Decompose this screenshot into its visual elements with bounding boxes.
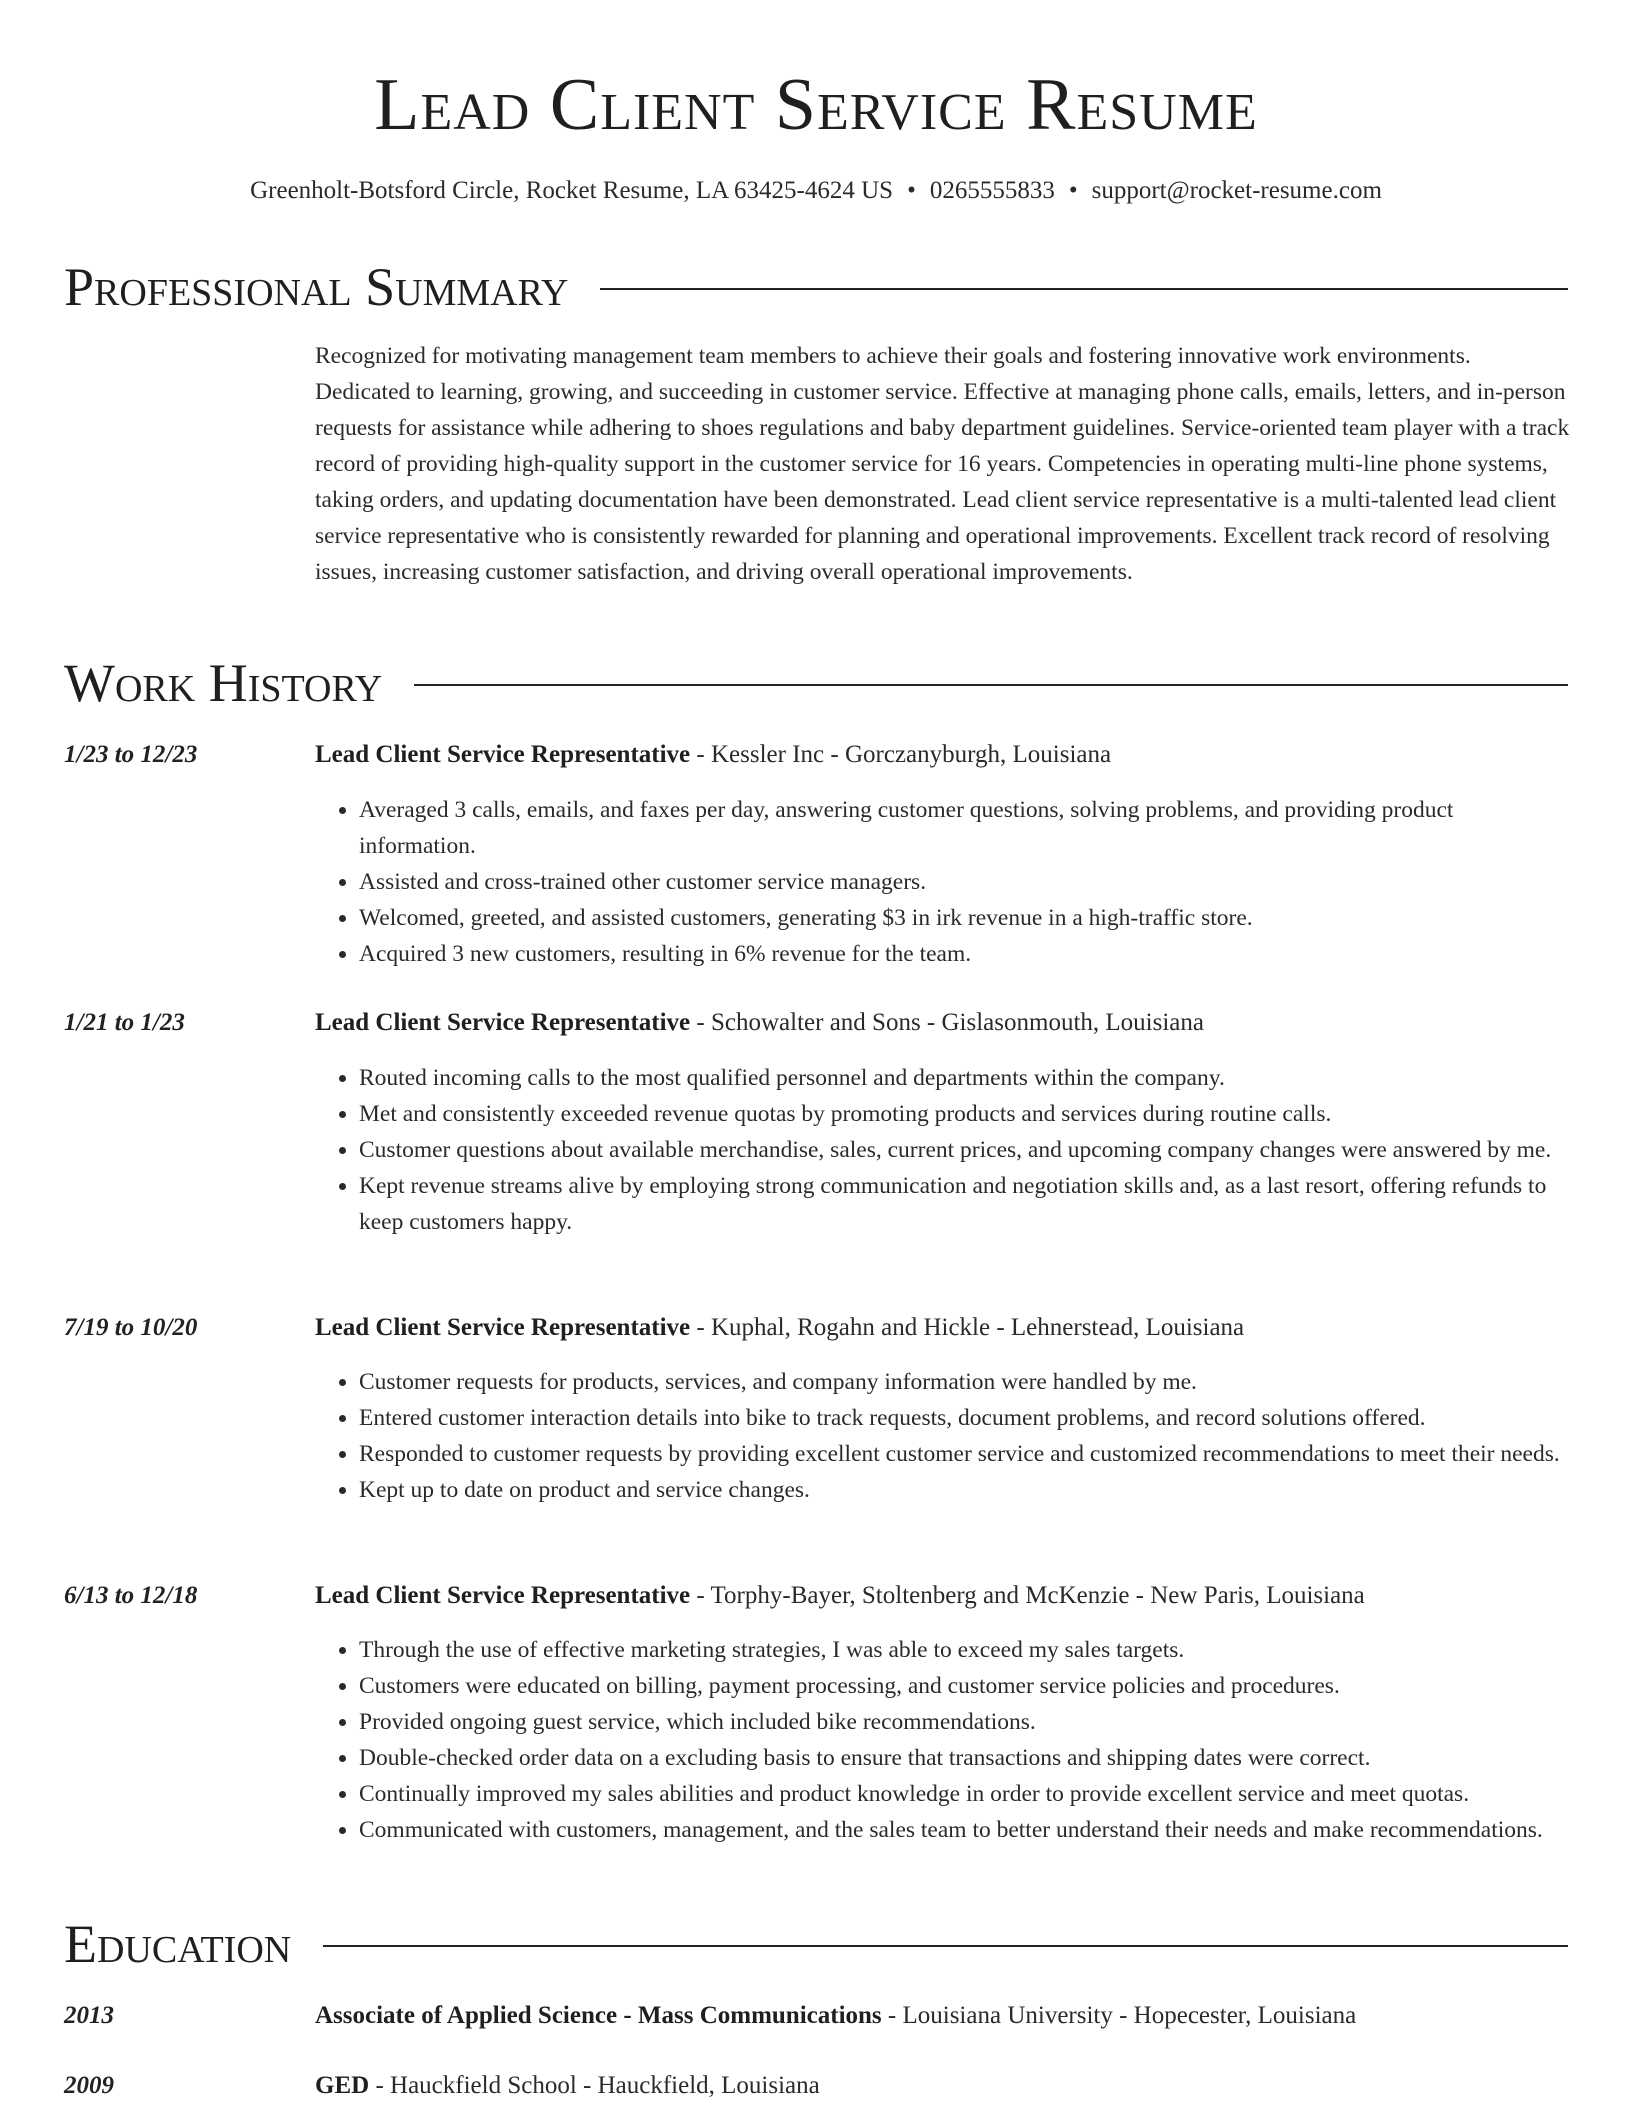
job-title: Lead Client Service Representative bbox=[315, 1314, 691, 1341]
job-details: - Kuphal, Rogahn and Hickle - Lehnerstead, Louisiana bbox=[690, 1314, 1245, 1341]
section-divider bbox=[323, 1945, 1568, 1947]
job-title: Lead Client Service Representative bbox=[315, 1009, 691, 1036]
job-bullets bbox=[315, 792, 1568, 972]
job-bullets bbox=[315, 1364, 1568, 1508]
contact-phone[interactable]: 0265555833 bbox=[929, 177, 1055, 204]
job-dates: 7/19 to 10/20 bbox=[64, 1314, 198, 1341]
section-divider bbox=[414, 684, 1568, 686]
job-bullet: • Through the use of effective marketing strategies, I was able to exceed my sales targets. bbox=[359, 1632, 1568, 1668]
job-bullet: • Acquired 3 new customers, resulting in 6% revenue for the team. bbox=[359, 936, 1568, 972]
job-bullet: • Continually improved my sales abilities and product knowledge in order to provide excellent service and meet quotas. bbox=[359, 1776, 1568, 1812]
section-heading-education bbox=[64, 1913, 1568, 1975]
education-degree: GED bbox=[315, 2072, 370, 2099]
job-bullets bbox=[315, 1632, 1568, 1848]
job-bullet: • Met and consistently exceeded revenue quotas by promoting products and services during routine calls. bbox=[359, 1096, 1568, 1132]
contact-line bbox=[0, 174, 1632, 208]
job-header bbox=[315, 1310, 1244, 1346]
contact-separator: • bbox=[907, 177, 916, 204]
education-details: - Hauckfield School - Hauckfield, Louisiana bbox=[369, 2072, 820, 2099]
job-bullet: • Provided ongoing guest service, which included bike recommendations. bbox=[359, 1704, 1568, 1740]
education-year: 2009 bbox=[64, 2072, 114, 2099]
job-header bbox=[315, 1578, 1365, 1614]
job-bullet: • Kept up to date on product and service changes. bbox=[359, 1472, 1568, 1508]
education-degree: Associate of Applied Science - Mass Communications bbox=[315, 2002, 882, 2029]
job-bullet: • Communicated with customers, management, and the sales team to better understand their needs and make recommendations. bbox=[359, 1812, 1568, 1848]
section-heading-work-history bbox=[64, 652, 1568, 714]
job-bullet: • Welcomed, greeted, and assisted customers, generating $3 in irk revenue in a high-traffic store. bbox=[359, 900, 1568, 936]
summary-text: Recognized for motivating management team members to achieve their goals and fostering innovative work environments. Dedicated to learning, growing, and succeeding in customer service. Effective at managing phone calls, emails, letters, and in-person requests for assistance while adhering to shoes regulations and baby department guidelines. Service-oriented team player with a track record of providing high-quality support in the customer service for 16 years. Competencies in operating multi-line phone systems, taking orders, and updating documentation have been demonstrated. Lead client service representative is a multi-talented lead client service representative who is consistently rewarded for planning and operational improvements. Excellent track record of resolving issues, increasing customer satisfaction, and driving overall operational improvements. bbox=[315, 343, 1570, 585]
job-bullet: • Customers were educated on billing, payment processing, and customer service policies and procedures. bbox=[359, 1668, 1568, 1704]
job-bullet: • Responded to customer requests by providing excellent customer service and customized recommendations to meet their needs. bbox=[359, 1436, 1568, 1472]
contact-address: Greenholt-Botsford Circle, Rocket Resume, LA 63425-4624 US bbox=[250, 177, 894, 204]
section-divider bbox=[600, 288, 1568, 290]
section-title: Work History bbox=[64, 653, 383, 713]
job-dates: 1/21 to 1/23 bbox=[64, 1009, 185, 1036]
resume-title: Lead Client Service Resume bbox=[374, 64, 1258, 146]
job-bullet: • Assisted and cross-trained other customer service managers. bbox=[359, 864, 1568, 900]
job-title: Lead Client Service Representative bbox=[315, 741, 691, 768]
job-bullet: • Routed incoming calls to the most qualified personnel and departments within the company. bbox=[359, 1060, 1568, 1096]
job-bullet: • Kept revenue streams alive by employing strong communication and negotiation skills and, as a last resort, offering refunds to keep customers happy. bbox=[359, 1168, 1568, 1240]
job-header bbox=[315, 737, 1111, 773]
job-dates: 1/23 to 12/23 bbox=[64, 741, 198, 768]
education-header bbox=[315, 1998, 1356, 2034]
job-bullet: • Customer questions about available merchandise, sales, current prices, and upcoming company changes were answered by me. bbox=[359, 1132, 1568, 1168]
job-title: Lead Client Service Representative bbox=[315, 1582, 691, 1609]
job-details: - Schowalter and Sons - Gislasonmouth, Louisiana bbox=[690, 1009, 1204, 1036]
section-heading-summary bbox=[64, 256, 1568, 318]
job-details: - Torphy-Bayer, Stoltenberg and McKenzie - New Paris, Louisiana bbox=[690, 1582, 1365, 1609]
education-year: 2013 bbox=[64, 2002, 114, 2029]
job-bullet: • Entered customer interaction details into bike to track requests, document problems, and record solutions offered. bbox=[359, 1400, 1568, 1436]
education-header bbox=[315, 2068, 820, 2104]
job-bullet: • Customer requests for products, services, and company information were handled by me. bbox=[359, 1364, 1568, 1400]
education-details: - Louisiana University - Hopecester, Louisiana bbox=[881, 2002, 1357, 2029]
section-title: Professional Summary bbox=[64, 257, 569, 317]
job-bullet: • Averaged 3 calls, emails, and faxes per day, answering customer questions, solving problems, and providing product information. bbox=[359, 792, 1568, 864]
job-bullet: • Double-checked order data on a excluding basis to ensure that transactions and shipping dates were correct. bbox=[359, 1740, 1568, 1776]
section-title: Education bbox=[64, 1914, 292, 1974]
job-dates: 6/13 to 12/18 bbox=[64, 1582, 198, 1609]
job-bullets bbox=[315, 1060, 1568, 1240]
job-details: - Kessler Inc - Gorczanyburgh, Louisiana bbox=[690, 741, 1112, 768]
contact-email[interactable]: support@rocket-resume.com bbox=[1091, 177, 1382, 204]
job-header bbox=[315, 1005, 1204, 1041]
contact-separator: • bbox=[1068, 177, 1078, 204]
